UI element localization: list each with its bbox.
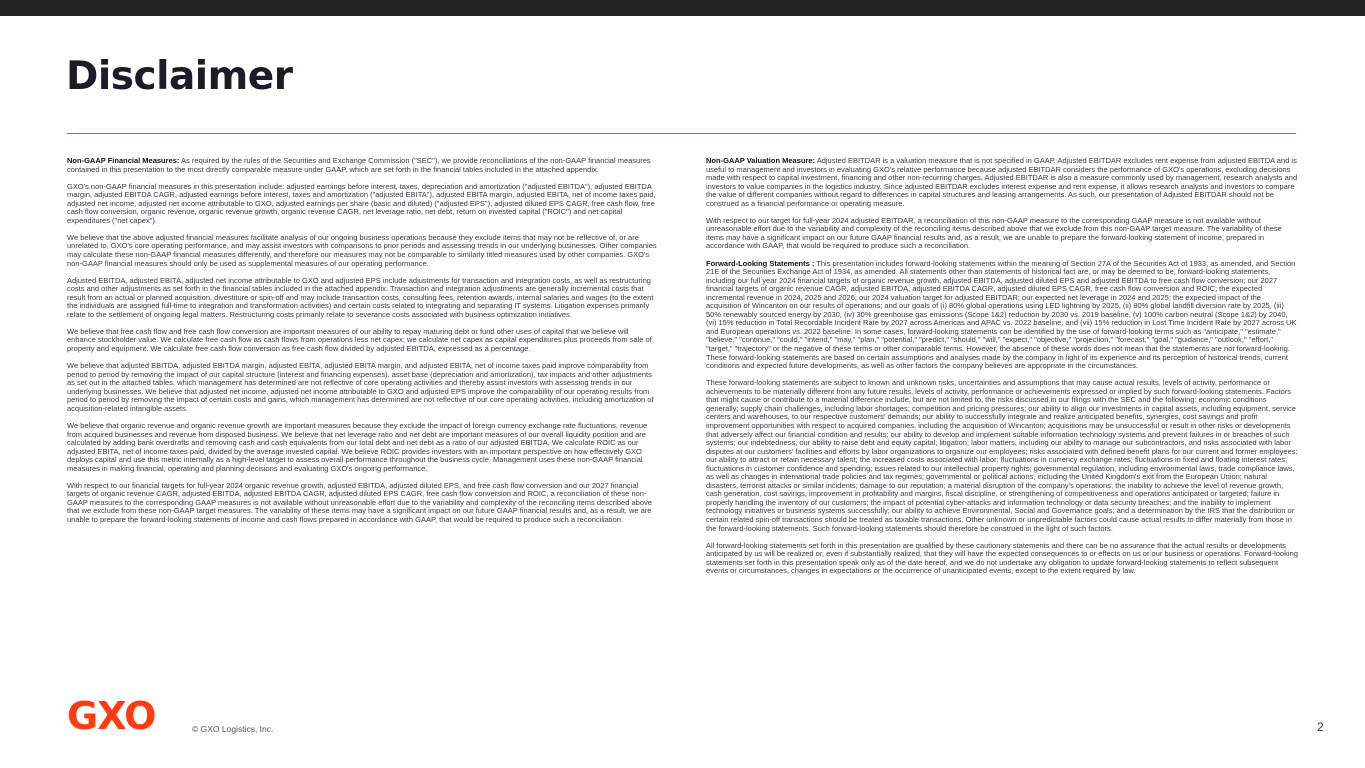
page-title: Disclaimer <box>66 54 293 99</box>
paragraph: All forward-looking statements set forth in this presentation are qualified by these cautionary statements and there can be no assurance that the actual results or developments anticipated by us will be realized or, even if substantially realized, that they will have the expected consequences to or effects on us or our business or operations. Forward-looking statements set forth in this presentation speak only as of the date hereof, and we do not undertake any obligation to update forward-looking statements to reflect subsequent events or circumstances, changes in expectations or the occurrence of unanticipated events, except to the extent required by law. <box>706 540 1298 576</box>
copyright: © GXO Logistics, Inc. <box>192 724 274 734</box>
paragraph: We believe that adjusted EBITDA, adjusted EBITDA margin, adjusted EBITA, adjusted EBITA margin, and adjusted EBITA, net of income taxes paid improve comparability from period to period by removing the impact of our capital structure (interest and financing expenses), asset base (depreciation and amortization), tax impacts and other adjustments as set out in the attached tables, which management has determined are not reflective of core operating activities and thereby assist investors with assessing trends in our underlying businesses. We believe that adjusted net income, adjusted net income attributable to GXO and adjusted EPS improve the comparability of our operating results from period to period by removing the impact of certain costs and gains, which management has determined are not reflective of our core operating activities, including amortization of acquisition-related intangible assets. <box>67 361 654 413</box>
paragraph: GXO's non-GAAP financial measures in this presentation include: adjusted earnings before interest, taxes, depreciation and amortization ("adjusted EBITDA"), adjusted EBITDA margin, adjusted EBITDA CAGR, adjusted earnings before interest, taxes and amortization ("adjusted EBITA"), adjusted EBITA margin, adjusted EBITA, net of income taxes paid, adjusted net income, adjusted net income attributable to GXO, adjusted earnings per share (basic and diluted) ("adjusted EPS"), adjusted diluted EPS CAGR, free cash flow, free cash flow conversion, organic revenue, organic revenue growth, organic revenue CAGR, net leverage ratio, net debt, return on invested capital ("ROIC") and net capital expenditures ("net capex"). <box>67 181 656 225</box>
paragraph-text: As required by the rules of the Securities and Exchange Commission ("SEC"), we provide reconciliations of the non-GAAP financial measures contained in this presentation to the most directly comparable measure under GAAP, which are set forth in the financial tables included in the attached appendix. <box>67 156 651 174</box>
top-bar <box>0 0 1365 16</box>
left-column <box>67 157 659 533</box>
paragraph: With respect to our financial targets for full-year 2024 organic revenue growth, adjusted EBITDA, adjusted diluted EPS, and free cash flow conversion and our 2027 financial targets of organic revenue CAGR, adjusted EBITDA, adjusted EBITDA CAGR, adjusted diluted EPS CAGR, free cash flow conversion and ROIC, a reconciliation of these non-GAAP measures to the corresponding GAAP measures is not available without unreasonable effort due to the variability and complexity of the reconciling items described above that we exclude from these non-GAAP target measures. The variability of these items may have a significant impact on our future GAAP financial results and, as a result, we are unable to prepare the forward-looking statements of income and cash flows prepared in accordance with GAAP, that would be required to produce such a reconciliation. <box>67 480 652 524</box>
paragraph: These forward-looking statements are subject to known and unknown risks, uncertainties and assumptions that may cause actual results, levels of activity, performance or achievements to be materially different from any future results, levels of activity, performance or achievements expressed or implied by such forward-looking statements. Factors that might cause or contribute to a material difference include, but are not limited to, the risks discussed in our filings with the SEC and the following: economic conditions generally; supply chain challenges, including labor shortages; competition and pricing pressures; our ability to align our investments in capital assets, including equipment, service centers and warehouses, to our respective customers' demands; our ability to successfully integrate and realize anticipated benefits, synergies, cost savings and profit improvement opportunities with respect to acquired companies, including the acquisition of Wincanton; acquisitions may be unsuccessful or result in other risks or developments that adversely affect our financial condition and results; our ability to develop and implement suitable information technology systems and prevent failures in or breaches of such systems; our indebtedness; our ability to raise debt and equity capital; litigation; labor matters, including our ability to manage our subcontractors, and risks associated with labor disputes at our customers' facilities and efforts by labor organizations to organize our employees; risks associated with defined benefit plans for our current and former employees; our ability to attract or retain necessary talent; the increased costs associated with labor; fluctuations in currency exchange rates; fluctuations in fixed and floating interest rates; fluctuations in customer confidence and spending; issues related to our intellectual property rights; governmental regulation, including environmental laws, trade compliance laws, as well as changes in international trade policies and tax regimes; governmental or political actions, including the United Kingdom's exit from the European Union; natural disasters, terrorist attacks or similar incidents; damage to our reputation; a material disruption of the company's operations; the inability to achieve the level of revenue growth, cash generation, cost savings, improvement in profitability and margins, fiscal discipline, or strengthening of competitiveness and operations anticipated or targeted; failure in properly handling the inventory of our customers; the impact of potential cyber-attacks and information technology or data security breaches; and the inability to implement technology initiatives or business systems successfully; our ability to achieve Environmental, Social and Governance goals; and a determination by the IRS that the distribution or certain related spin-off transactions should be treated as taxable transactions. Other unknown or unpredictable factors could cause actual results to differ materially from those in the forward-looking statements. Such forward-looking statements should therefore be construed in the light of such factors. <box>706 378 1298 533</box>
paragraph-heading: Forward-Looking Statements : <box>706 258 815 268</box>
paragraph: We believe that free cash flow and free cash flow conversion are important measures of our ability to repay maturing debt or fund other uses of capital that we believe will enhance stockholder value. We calculate free cash flow as cash flows from operations less net capex; we calculate net capex as capital expenditures plus proceeds from sale of property and equipment. We calculate free cash flow conversion as free cash flow divided by adjusted EBITDA, expressed as a percentage. <box>67 326 652 354</box>
paragraph-heading: Non-GAAP Financial Measures: <box>67 156 180 165</box>
right-column <box>706 157 1298 584</box>
non-gaap-valuation-measure-paragraph <box>706 157 1298 208</box>
non-gaap-financial-measures-paragraph <box>67 157 659 174</box>
page-number: 2 <box>1317 720 1324 734</box>
paragraph-text: Adjusted EBITDAR is a valuation measure that is not specified in GAAP. Adjusted EBITDAR excludes rent expense from adjusted EBITDA and is useful to management and investors in evaluating GXO's relative performance because adjusted EBITDAR considers the performance of GXO's operations, excluding decisions made with respect to capital investment, financing and other non-recurring charges. Adjusted EBITDAR is also a measure commonly used by management, research analysts and investors to value companies in the logistics industry. Since adjusted EBITDAR excludes interest expense and rent expense, it allows research analysts and investors to compare the value of different companies without regard to differences in capital structures and leasing arrangements. As such, our presentation of Adjusted EBITDAR should not be construed as a financial performance or operating measure. <box>706 156 1298 208</box>
paragraph: We believe that organic revenue and organic revenue growth are important measures because they exclude the impact of foreign currency exchange rate fluctuations, revenue from acquired businesses and revenue from disposed business. We believe that net leverage ratio and net debt are important measures of our overall liquidity position and are calculated by adding bank overdrafts and removing cash and cash equivalents from our total debt and net debt as a ratio of our adjusted EBITDA. We calculate ROIC as our adjusted EBITA, net of income taxes paid, divided by the average invested capital. We believe ROIC provides investors with an important perspective on how effectively GXO deploys capital and use this metric internally as a high-level target to assess overall performance throughout the business cycle. Management uses these non-GAAP financial measures in making financial, operating and planning decisions and evaluating GXO's ongoing performance. <box>67 420 648 473</box>
paragraph: With respect to our target for full-year 2024 adjusted EBITDAR, a reconciliation of this non-GAAP measure to the corresponding GAAP measure is not available without unreasonable effort due to the variability and complexity of the reconciling items described above that we exclude from this non-GAAP target measure. The variability of these items may have a significant impact on our future GAAP financial results and, as a result, we are unable to prepare the forward-looking statement of income, prepared in accordance with GAAP, that would be required to produce such a reconciliation. <box>706 215 1282 251</box>
paragraph: We believe that the above adjusted financial measures facilitate analysis of our ongoing business operations because they exclude items that may not be reflective of, or are unrelated to, GXO's core operating performance, and may assist investors with comparisons to prior periods and assessing trends in our underlying businesses. Other companies may calculate these non-GAAP financial measures differently, and therefore our measures may not be comparable to similarly titled measures used by other companies. GXO's non-GAAP financial measures should only be used as supplemental measures of our operating performance. <box>67 232 657 268</box>
paragraph: Adjusted EBITDA, adjusted EBITA, adjusted net income attributable to GXO and adjusted EPS include adjustments for transaction and integration costs, as well as restructuring costs and other adjustments as set forth in the financial tables included in the attached appendix. Transaction and integration adjustments are generally incremental costs that result from an actual or planned acquisition, divestiture or spin-off and may include transaction costs, consulting fees, retention awards, internal salaries and wages (to the extent the individuals are assigned full-time to integration and transformation activities) and certain costs related to integrating and separating IT systems. Litigation expenses primarily relate to the settlement of ongoing legal matters. Restructuring costs primarily relate to severance costs associated with business optimization initiatives. <box>67 275 654 319</box>
title-divider <box>67 133 1296 134</box>
gxo-logo: GXO <box>67 694 156 738</box>
forward-looking-statements-paragraph <box>706 260 1298 371</box>
paragraph-heading: Non-GAAP Valuation Measure: <box>706 156 816 165</box>
paragraph-text: This presentation includes forward-looking statements within the meaning of Section 27A of the Securities Act of 1933, as amended, and Section 21E of the Securities Exchange Act of 1934, as amended. All statements other than statements of historical fact are, or may be deemed to be, forward-looking statements, including our full year 2024 financial targets of organic revenue growth, adjusted EBITDA, adjusted diluted EPS and adjusted EBITDA to free cash flow conversion; our 2027 financial targets of organic revenue CAGR, adjusted EBITDA, adjusted EBITDA CAGR, adjusted diluted EPS CAGR, free cash flow conversion and ROIC; the expected incremental revenue in 2024, 2025 and 2026; our 2024 valuation target for adjusted EBITDAR; our expected net leverage in 2024 and 2025; the expected impact of the acquisition of Wincanton on our results of operations; and our goals of (i) 80% global operations using LED lightning by 2025, (ii) 80% global landfill diversion rate by 2025, (iii) 50% renewably sourced energy by 2030, (iv) 30% greenhouse gas emissions (Scope 1&2) reduction by 2030 vs. 2019 baseline, (v) 100% carbon neutral (Scope 1&2) by 2040, (vi) 15% reduction in Total Recordable Incident Rate by 2027 across Americas and APAC vs. 2022 baseline, and (vii) 15% reduction in Lost Time Incident Rate by 2027 across UK and European operations vs. 2022 baseline. In some cases, forward-looking statements can be identified by the use of forward-looking terms such as "anticipate," "estimate," "believe," "continue," "could," "intend," "may," "plan," "potential," "predict," "should," "will," "expect," "objective," "projection," "forecast," "goal," "guidance," "outlook," "effort," "target," "trajectory" or the negative of these terms or other comparable terms. However, the absence of these words does not mean that the statements are not forward-looking. These forward-looking statements are based on certain assumptions and analyses made by the company in light of its experience and its perception of historical trends, current conditions and expected future developments, as well as other factors the company believes are appropriate in the circumstances. <box>706 258 1297 371</box>
